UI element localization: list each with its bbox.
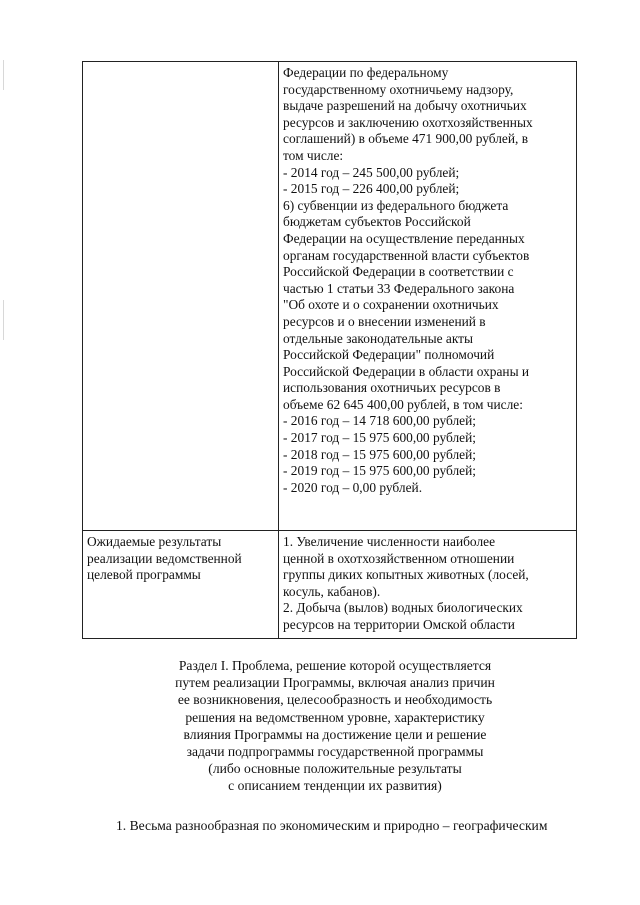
table-row (83, 62, 577, 531)
program-passport-table (82, 61, 577, 639)
scan-margin-mark (3, 300, 4, 340)
expected-results-text: 1. Увеличение численности наиболее ценной в охотхозяйственном отношении группы диких копытных животных (лосей, косуль, кабанов). 2. Добыча (вылов) водных биологических ресурсов на территории Омской области (283, 534, 529, 632)
table-cell-content (279, 62, 577, 531)
paragraph-text: 1. Весьма разнообразная по экономическим и природно – географическим (116, 818, 548, 833)
table-row (83, 531, 577, 639)
table-cell-label (83, 62, 279, 531)
expected-results-label: Ожидаемые результаты реализации ведомственной целевой программы (87, 534, 242, 583)
table-cell-label (83, 531, 279, 639)
funding-details-text: Федерации по федеральному государственному охотничьему надзору, выдаче разрешений на добычу охотничьих ресурсов и заключению охотхозяйственных соглашений) в объеме 471 900,00 рублей, в том числе: - 2014 год – 245 500,00 рублей; - 2015 год – 226 400,00 рублей; 6) субвенции из федерального бюджета бюджетам субъектов Российской Федерации на осуществление переданных органам государственной власти субъектов Российской Федерации в соответствии с частью 1 статьи 33 Федерального закона "Об охоте и о сохранении охотничьих ресурсов и о внесении изменений в отдельные законодательные акты Российской Федерации" полномочий Российской Федерации в области охраны и использования охотничьих ресурсов в объеме 62 645 400,00 рублей, в том числе: - 2016 год – 14 718 600,00 рублей; - 2017 год – 15 975 600,00 рублей; - 2018 год – 15 975 600,00 рублей; - 2019 год – 15 975 600,00 рублей; - 2020 год – 0,00 рублей. (283, 65, 533, 495)
scan-margin-mark (3, 60, 4, 90)
table-cell-content (279, 531, 577, 639)
section-heading: Раздел I. Проблема, решение которой осуществляется путем реализации Программы, включая анализ причин ее возникновения, целесообразность и необходимость решения на ведомственном уровне, характеристику влияния Программы на достижение цели и решение задачи подпрограммы государственной программы (либо основные положительные результаты с описанием тенденции их развития) (175, 658, 495, 794)
